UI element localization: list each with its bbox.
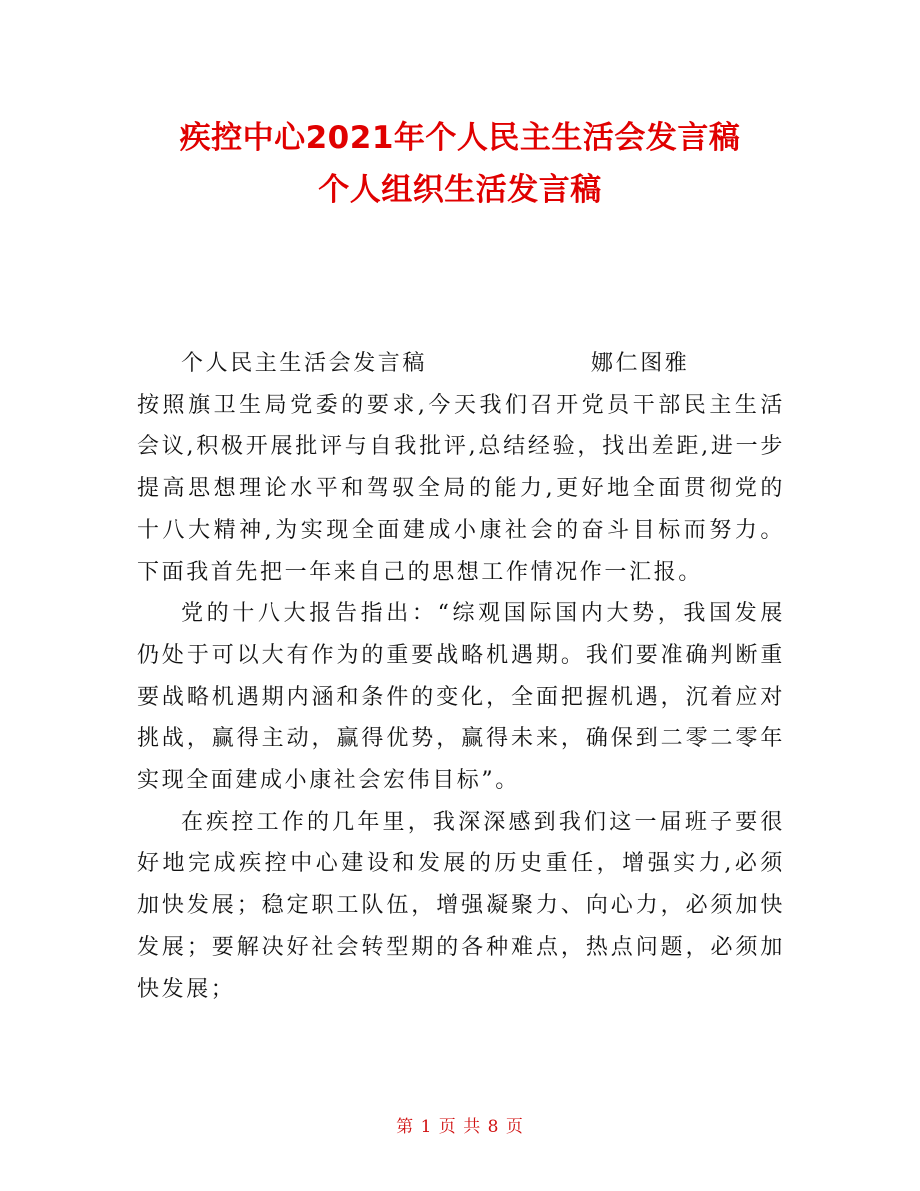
document-title bbox=[0, 112, 920, 216]
subtitle: 个人民主生活会发言稿 bbox=[181, 351, 428, 376]
title-line-2: 个人组织生活发言稿 bbox=[318, 172, 602, 208]
author-name: 娜仁图雅 bbox=[591, 351, 690, 376]
paragraph-1: 按照旗卫生局党委的要求,今天我们召开党员干部民主生活会议,积极开展批评与自我批评,总结经验，找出差距,进一步提高思想理论水平和驾驭全局的能力,更好地全面贯彻党的十八大精神,为实现全面建成小康社会的奋斗目标而努力。下面我首先把一年来自己的思想工作情况作一汇报。 bbox=[137, 392, 785, 585]
title-line-1: 疾控中心2021年个人民主生活会发言稿 bbox=[179, 120, 741, 156]
paragraph-2: 党的十八大报告指出：“综观国际国内大势，我国发展仍处于可以大有作为的重要战略机遇期。我们要准确判断重要战略机遇期内涵和条件的变化，全面把握机遇，沉着应对挑战，赢得主动，赢得优势，赢得未来，确保到二零二零年实现全面建成小康社会宏伟目标”。 bbox=[137, 601, 785, 794]
subtitle-line bbox=[137, 343, 785, 385]
page-number-footer: 第 1 页 共 8 页 bbox=[396, 1117, 524, 1137]
document-body bbox=[137, 343, 785, 1010]
paragraph-3: 在疾控工作的几年里，我深深感到我们这一届班子要很好地完成疾控中心建设和发展的历史重任，增强实力,必须加快发展；稳定职工队伍，增强凝聚力、向心力，必须加快发展；要解决好社会转型期的各种难点，热点问题，必须加快发展； bbox=[137, 809, 785, 1002]
